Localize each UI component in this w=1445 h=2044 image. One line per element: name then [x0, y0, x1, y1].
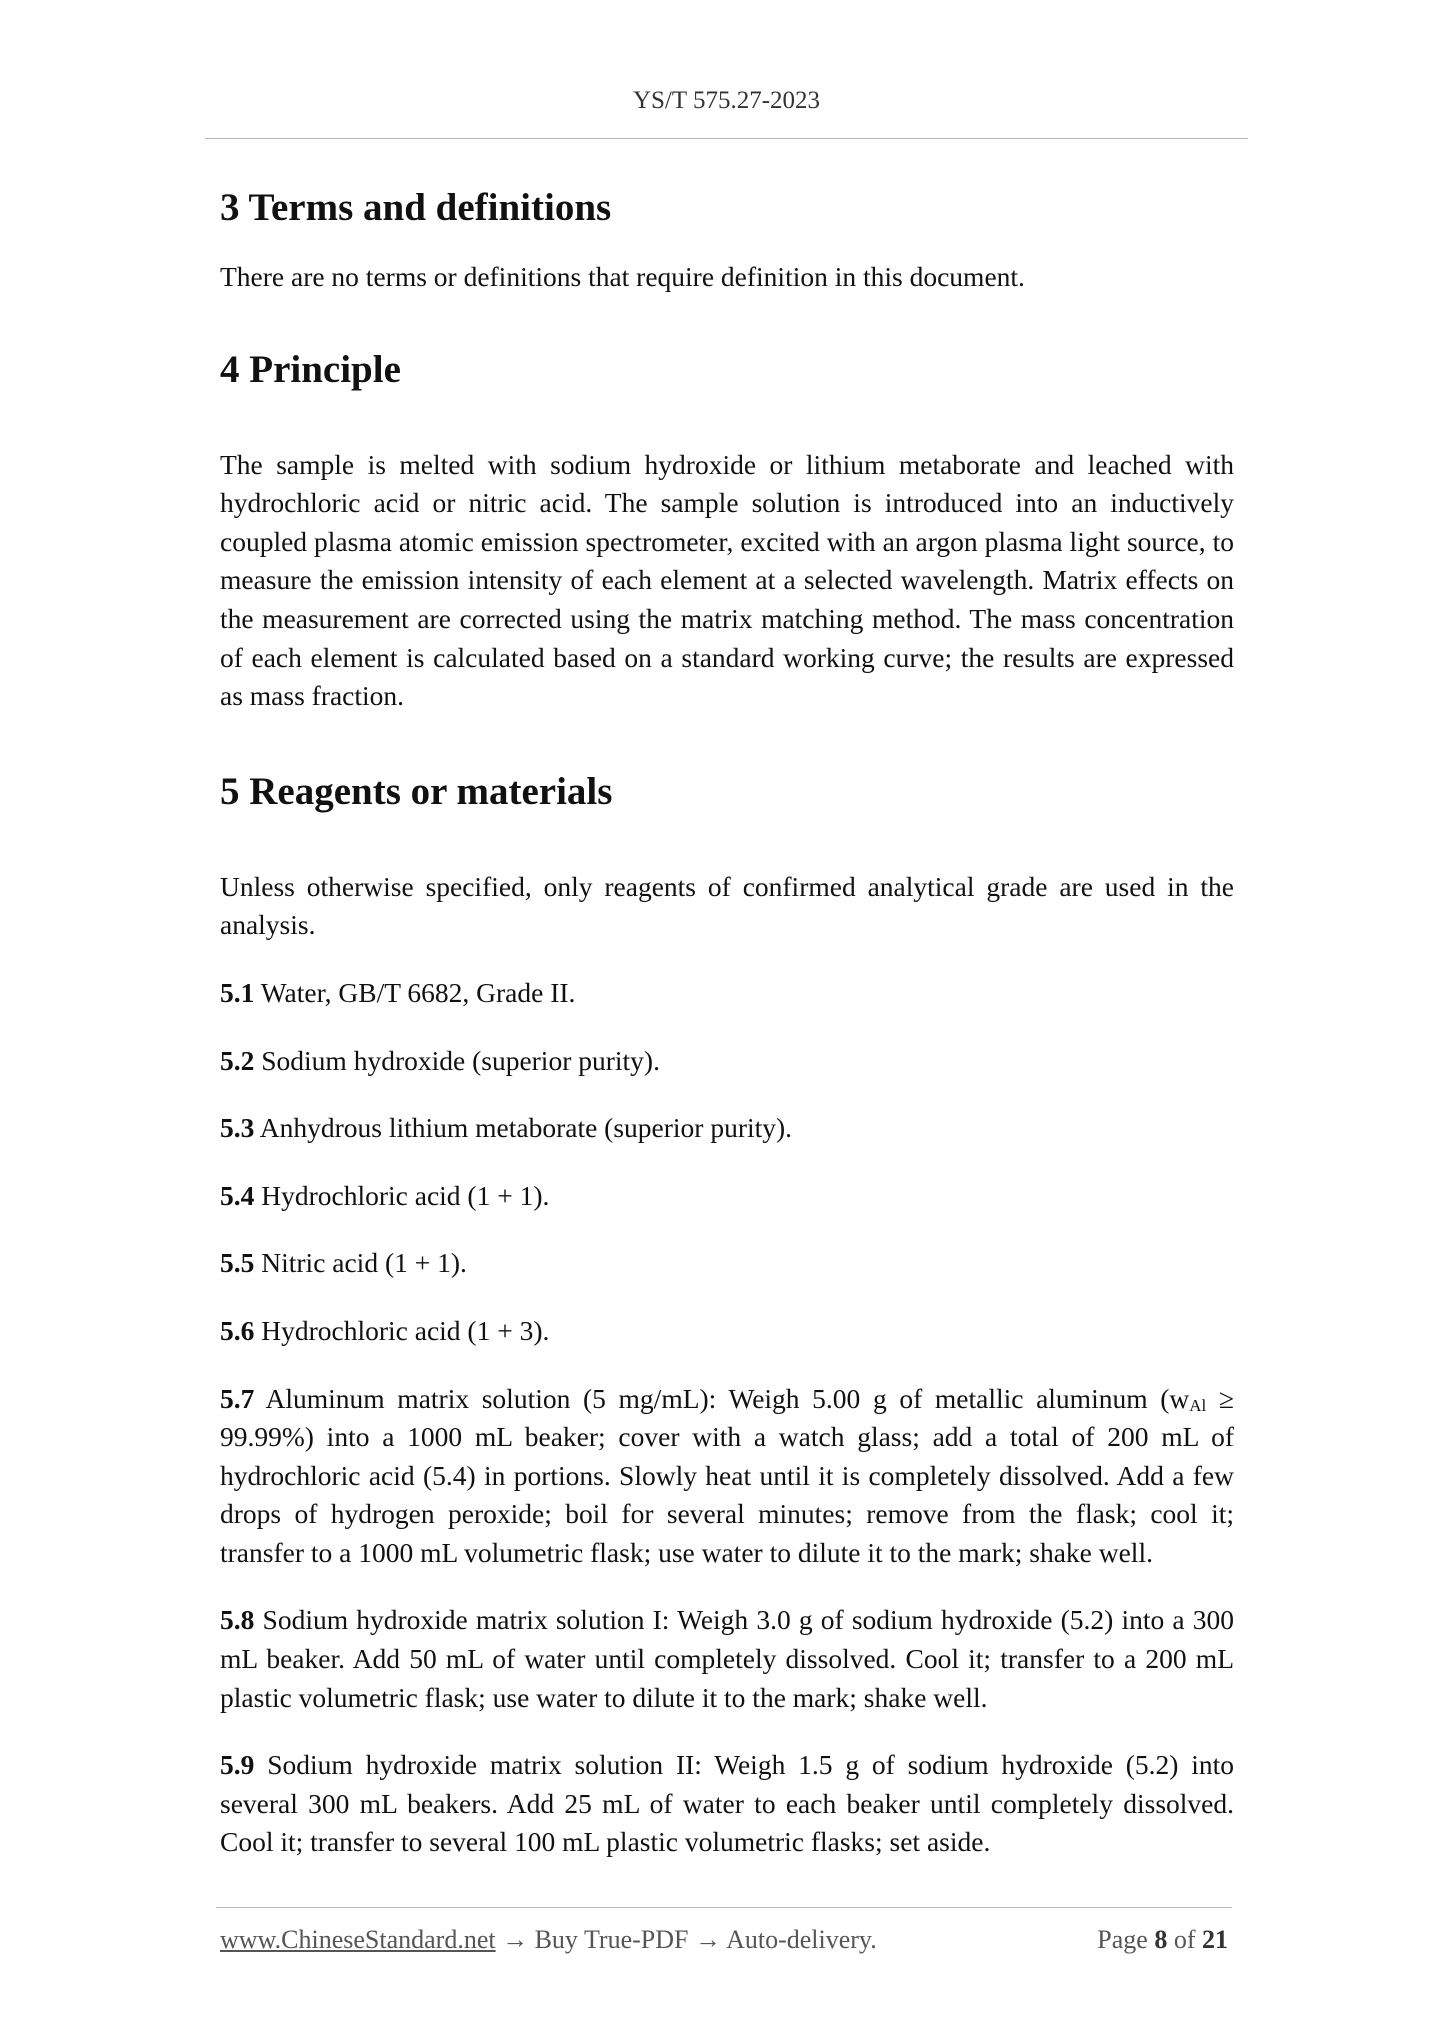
section-4-heading: 4 Principle — [220, 347, 401, 391]
clause-number: 5.8 — [220, 1604, 255, 1636]
clause-text-b: ≥ 99.99%) into a 1000 mL beaker; cover with a watch glass; add a total of 200 mL of hydrochloric acid (5.4) in portions. Slowly heat until it is completely dissolved. Add a few drops of hydrogen peroxide; boil for several minutes; remove from the flask; cool it; transfer to a 1000 mL volumetric flask; use water to dilute it to the mark; shake well. — [220, 1382, 1234, 1568]
section-4-text: The sample is melted with sodium hydroxide or lithium metaborate and leached with hydrochloric acid or nitric acid. The sample solution is introduced into an inductively coupled plasma atomic emission spectrometer, excited with an argon plasma light source, to measure the emission intensity of each element at a selected wavelength. Matrix effects on the measurement are corrected using the matrix matching method. The mass concentration of each element is calculated based on a standard working curve; the results are expressed as mass fraction. — [220, 448, 1234, 712]
clause-number: 5.1 — [220, 976, 255, 1008]
clause-5-9 — [220, 1746, 1234, 1862]
page-label: Page — [1097, 1925, 1148, 1954]
clause-5-3 — [220, 1109, 1234, 1148]
document-body — [220, 176, 1234, 1862]
clause-5-1 — [220, 974, 1234, 1013]
clause-number: 5.5 — [220, 1247, 255, 1279]
clause-text: Water, GB/T 6682, Grade II. — [260, 976, 576, 1008]
page-current: 8 — [1154, 1925, 1168, 1954]
clause-number: 5.7 — [220, 1382, 255, 1414]
clause-text-a: Aluminum matrix solution (5 mg/mL): Weigh 5.00 g of metallic aluminum (w — [265, 1382, 1190, 1414]
delivery-text: Auto-delivery. — [726, 1925, 877, 1954]
page-total: 21 — [1202, 1925, 1228, 1954]
clause-5-7 — [220, 1380, 1234, 1573]
document-code: YS/T 575.27-2023 — [632, 87, 821, 114]
clause-text: Sodium hydroxide matrix solution II: Weigh 1.5 g of sodium hydroxide (5.2) into several 300 mL beakers. Add 25 mL of water to each beaker until completely dissolved. Cool it; transfer to several 100 mL plastic volumetric flasks; set aside. — [220, 1749, 1235, 1858]
clause-text: Nitric acid (1 + 1). — [261, 1247, 467, 1279]
clause-number: 5.2 — [220, 1044, 255, 1076]
clause-number: 5.4 — [220, 1179, 255, 1211]
arrow-right-icon: → — [695, 1925, 721, 1954]
page-of: of — [1173, 1925, 1196, 1954]
clause-5-6 — [220, 1312, 1234, 1351]
section-3-heading: 3 Terms and definitions — [220, 186, 612, 229]
clause-text: Anhydrous lithium metaborate (superior purity). — [259, 1112, 793, 1144]
page-indicator — [1097, 1925, 1228, 1955]
section-5-intro: Unless otherwise specified, only reagents of confirmed analytical grade are used in the analysis. — [220, 870, 1234, 941]
arrow-right-icon: → — [502, 1925, 529, 1954]
page-footer — [216, 1907, 1232, 1954]
subscript-al: Al — [1189, 1395, 1207, 1415]
clause-number: 5.6 — [220, 1314, 255, 1346]
page-header — [205, 84, 1248, 139]
clause-text: Hydrochloric acid (1 + 1). — [261, 1179, 550, 1211]
clause-5-2 — [220, 1042, 1234, 1081]
clause-5-8 — [220, 1601, 1234, 1717]
clause-text: Hydrochloric acid (1 + 3). — [261, 1314, 550, 1346]
site-link[interactable]: www.ChineseStandard.net — [220, 1925, 496, 1954]
clause-5-5 — [220, 1244, 1234, 1283]
clause-number: 5.9 — [220, 1749, 255, 1781]
buy-text: Buy True-PDF — [534, 1925, 689, 1954]
clause-text: Sodium hydroxide (superior purity). — [261, 1044, 660, 1076]
clause-number: 5.3 — [220, 1112, 255, 1144]
clause-text: Sodium hydroxide matrix solution I: Weigh 3.0 g of sodium hydroxide (5.2) into a 300 mL beaker. Add 50 mL of water until completely dissolved. Cool it; transfer to a 200 mL plastic volumetric flask; use water to dilute it to the mark; shake well. — [220, 1604, 1234, 1713]
section-3-text: There are no terms or definitions that require definition in this document. — [220, 261, 1025, 292]
section-5-heading: 5 Reagents or materials — [220, 769, 613, 813]
clause-5-4 — [220, 1177, 1234, 1216]
footer-promo — [220, 1925, 877, 1955]
